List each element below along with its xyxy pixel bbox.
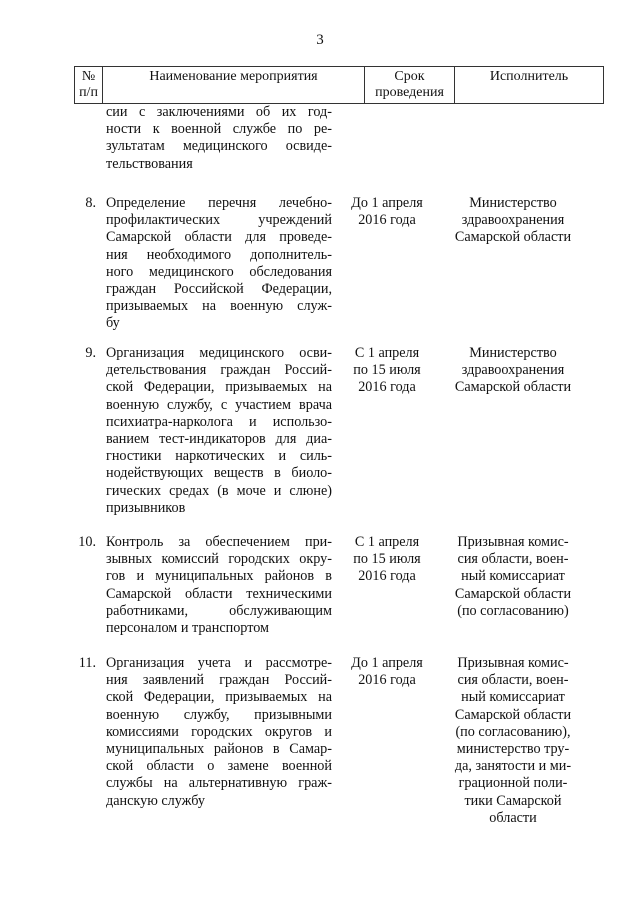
row-executor-line: тики Самарской [464,792,562,809]
row-name-line: Определение перечня лечебно- [106,195,332,211]
row-name-line: ния необходимого дополнитель- [106,246,332,263]
row-name-line: военную службу, призывными [106,706,332,723]
row-number: 8. [85,195,96,211]
row-term-line: С 1 апреля [354,534,420,550]
row-name [106,195,332,333]
row-term-line: по 15 июля [353,551,421,568]
header-number-line1: № [81,69,96,84]
row-term [342,655,432,689]
row-name-line: ской Федерации, призываемых на [106,379,332,396]
row-name-line: военную службу, с участием врача [106,396,332,413]
row-term [342,345,432,397]
row-name-line: зывных комиссий городских окру- [106,551,332,568]
row-name-line: комиссиями городских округов и [106,723,332,740]
row-executor-line: (по согласованию), [455,723,571,740]
row-term-line: по 15 июля [353,362,421,379]
page-number: 3 [316,32,324,48]
row-executor-line: здравоохранения [461,362,565,379]
row-executor-line: ный комиссариат [461,568,565,585]
header-number [75,67,103,103]
continuation-text [106,104,332,173]
row-executor-line: грационной поли- [458,775,568,792]
table-header [74,66,604,104]
row-term-line: 2016 года [358,568,416,585]
row-executor-line: Самарской области [454,706,572,723]
row-executor-line: ный комиссариат [461,689,565,706]
row-executor-line: Министерство [469,345,557,361]
header-term [365,67,455,103]
row-name [106,534,332,637]
row-executor-line: Призывная комис- [457,534,569,550]
row-name-line: Организация учета и рассмотре- [106,655,332,671]
row-name-line: службы на альтернативную граж- [106,775,332,792]
row-name-line: Организация медицинского осви- [106,345,332,361]
header-number-line2: п/п [79,85,98,100]
row-term-line: 2016 года [358,379,416,396]
row-name-line: гностики наркотических и силь- [106,448,332,465]
row-name-line: ния заявлений граждан Россий- [106,672,332,689]
row-name [106,655,332,810]
continuation-line: ности к военной службе по ре- [106,121,332,138]
row-executor-line: сия области, воен- [457,551,569,568]
row-term-line: До 1 апреля [351,655,423,671]
row-executor [438,655,588,827]
row-term-line: С 1 апреля [354,345,420,361]
row-name-line: ской области о замене военной [106,758,332,775]
row-executor-line: Самарской области [454,229,572,246]
row-executor-line: министерство тру- [456,741,570,758]
row-executor-line: (по согласованию) [457,602,569,619]
row-name-line: Контроль за обеспечением при- [106,534,332,550]
row-name-line: ного медицинского обследования [106,263,332,280]
row-number: 10. [78,534,96,550]
row-executor [438,345,588,397]
row-name-line: Самарской области для проведе- [106,229,332,246]
row-executor [438,195,588,247]
header-term-line1: Срок [394,69,425,84]
row-name-line: ской Федерации, призываемых на [106,689,332,706]
row-executor-line: Призывная комис- [457,655,569,671]
row-number: 9. [85,345,96,361]
row-name-line: гических средах (в моче и слюне) [106,482,332,499]
header-executor: Исполнитель [489,69,569,84]
row-number: 11. [78,655,96,671]
row-name-line: бу [106,315,120,332]
row-term-line: До 1 апреля [351,195,423,211]
row-executor [438,534,588,620]
continuation-line: сии с заключениями об их год- [106,104,332,120]
row-name-line: работниками, обслуживающим [106,602,332,619]
row-term-line: 2016 года [358,212,416,229]
row-executor-line: сия области, воен- [457,672,569,689]
row-executor-line: Министерство [469,195,557,211]
row-name-line: муниципальных районов в Самар- [106,741,332,758]
header-term-line2: проведения [375,85,444,100]
row-name-line: психиатра-нарколога и использо- [106,413,332,430]
header-name: Наименование мероприятия [103,67,365,103]
row-name-line: ванием тест-индикаторов для диа- [106,431,332,448]
row-term [342,534,432,586]
row-name-line: детельствования граждан Россий- [106,362,332,379]
row-name-line: профилактических учреждений [106,212,332,229]
row-executor-line: области [489,809,537,826]
continuation-line: зультатам медицинского освиде- [106,138,332,155]
row-name-line: Самарской области техническими [106,585,332,602]
continuation-line: тельствования [106,155,193,172]
row-name-line: данскую службу [106,792,206,809]
row-executor-line: здравоохранения [461,212,565,229]
row-name-line: персоналом и транспортом [106,620,270,637]
row-executor-line: Самарской области [454,585,572,602]
row-term-line: 2016 года [358,672,416,689]
row-name [106,345,332,517]
row-name-line: граждан Российской Федерации, [106,281,332,298]
row-name-line: призываемых на военную служ- [106,298,332,315]
row-term [342,195,432,229]
row-name-line: нодействующих веществ в биоло- [106,465,332,482]
row-name-line: гов и муниципальных районов в [106,568,332,585]
row-executor-line: да, занятости и ми- [454,758,572,775]
row-executor-line: Самарской области [454,379,572,396]
row-name-line: призывников [106,499,186,516]
